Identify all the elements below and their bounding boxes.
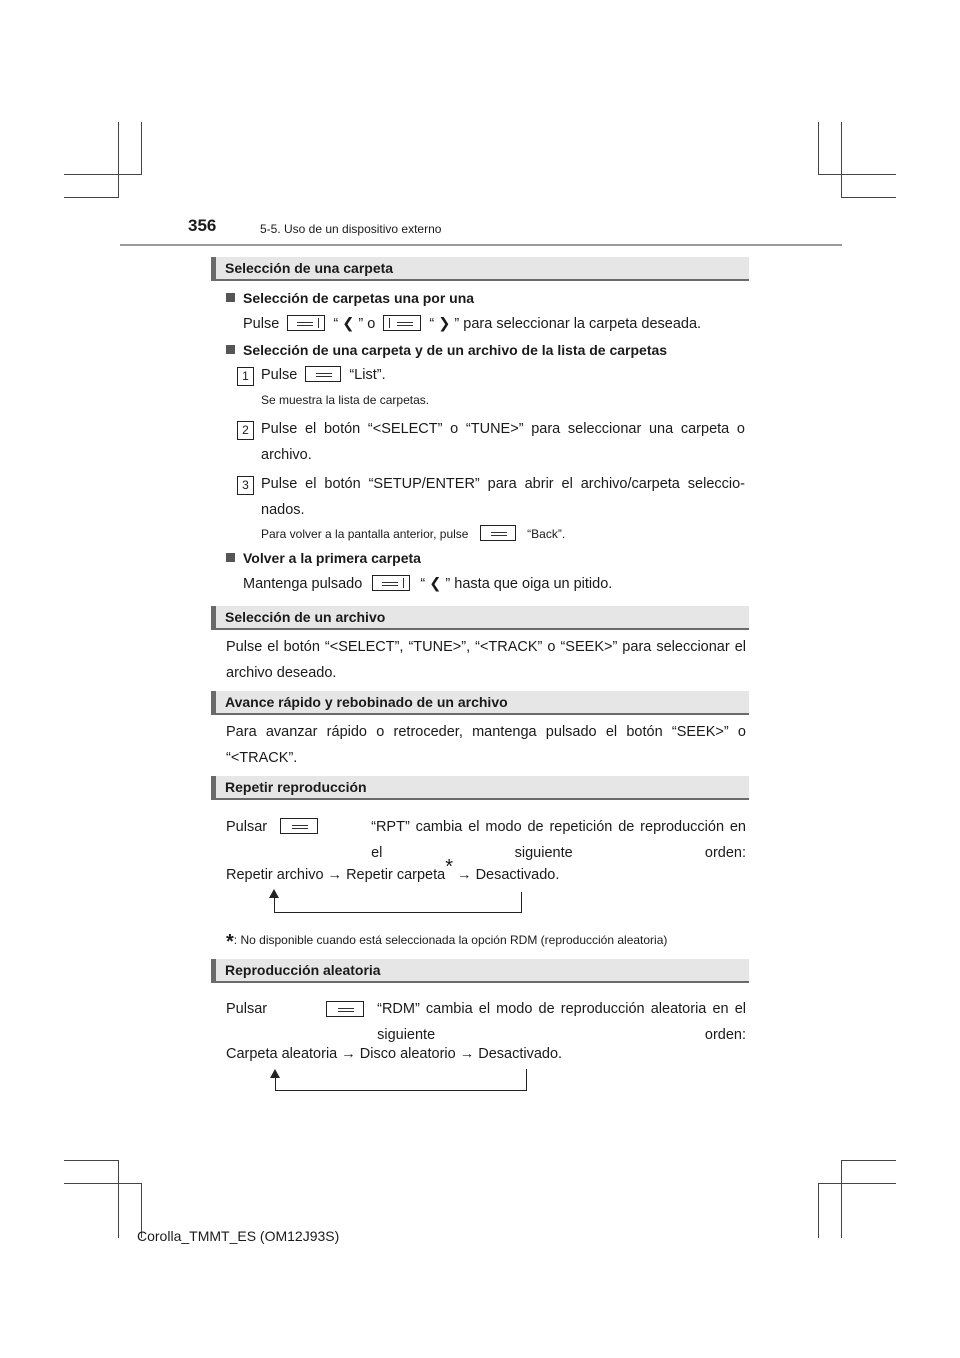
crop-mark — [64, 174, 142, 175]
fast-forward-text: Para avanzar rápido o retroceder, mantenga pulsado el botón “SEEK>” o “<TRACK”. — [226, 724, 746, 766]
list-button-icon — [305, 366, 341, 382]
subheading-folder-list: Selección de una carpeta y de un archivo de la lista de carpetas — [226, 342, 667, 358]
repeat-loop-arrow — [274, 896, 275, 913]
file-text: Pulse el botón “<SELECT”, “TUNE>”, “<TRACK” o “SEEK>” para seleccionar el archivo deseado. — [226, 639, 746, 681]
crop-mark — [141, 122, 142, 175]
crop-mark — [818, 174, 896, 175]
step-number-1: 1 — [237, 367, 254, 386]
repeat-loop-line — [274, 912, 522, 913]
crop-mark — [818, 122, 819, 175]
step-number-3: 3 — [237, 476, 254, 495]
crop-mark — [64, 197, 119, 198]
repeat-loop-line — [521, 892, 522, 913]
seek-right-button-icon — [383, 315, 421, 331]
crop-mark — [841, 1160, 842, 1238]
seek-left-button-icon — [372, 575, 410, 591]
header-rule — [120, 244, 842, 246]
section-heading-folder: Selección de una carpeta — [211, 257, 749, 281]
crop-mark — [841, 122, 842, 198]
section-heading-file: Selección de un archivo — [211, 606, 749, 630]
back-button-icon — [480, 525, 516, 541]
crop-mark — [818, 1183, 819, 1238]
section-heading-repeat: Repetir reproducción — [211, 776, 749, 800]
step-2-text: Pulse el botón “<SELECT” o “TUNE>” para seleccionar una carpeta o archivo. — [261, 421, 745, 463]
crop-mark — [841, 1160, 896, 1161]
first-folder-text: Mantenga pulsado “ ❮ ” hasta que oiga un pitido. — [243, 576, 613, 592]
square-bullet-icon — [226, 293, 235, 302]
square-bullet-icon — [226, 345, 235, 354]
section-heading-random: Reproducción aleatoria — [211, 959, 749, 983]
crop-mark — [818, 1183, 896, 1184]
subheading-folder-one-by-one: Selección de carpetas una por una — [226, 290, 474, 306]
random-sequence: Carpeta aleatoria → Disco aleatorio → Desactivado. — [226, 1046, 563, 1062]
random-loop-line — [275, 1090, 527, 1091]
crop-mark — [64, 1160, 119, 1161]
footer-document-id: Corolla_TMMT_ES (OM12J93S) — [137, 1228, 340, 1244]
back-note: Para volver a la pantalla anterior, pulse “Back”. — [261, 527, 566, 541]
step-1-text: Pulse “List”. — [261, 367, 386, 383]
random-text: Pulsar “RDM” cambia el modo de reproducción aleatoria en el siguiente orden: — [226, 1001, 746, 1043]
crop-mark — [118, 1160, 119, 1238]
step-number-2: 2 — [237, 421, 254, 440]
repeat-text: Pulsar “RPT” cambia el modo de repetición de reproducción en el siguiente orden: — [226, 819, 746, 861]
folder-one-by-one-text: Pulse “ ❮ ” o “ ❯ ” para seleccionar la carpeta deseada. — [243, 316, 702, 332]
section-reference: 5-5. Uso de un dispositivo externo — [260, 222, 442, 236]
crop-mark — [64, 1183, 142, 1184]
arrow-up-icon — [270, 1069, 280, 1078]
crop-mark — [841, 197, 896, 198]
step-3-text: Pulse el botón “SETUP/ENTER” para abrir el archivo/carpeta seleccio-nados. — [261, 476, 745, 518]
arrow-up-icon — [269, 889, 279, 898]
page-number: 356 — [188, 216, 217, 235]
step-1-note: Se muestra la lista de carpetas. — [261, 393, 430, 407]
repeat-sequence: Repetir archivo → Repetir carpeta* → Desactivado. — [226, 856, 560, 883]
square-bullet-icon — [226, 553, 235, 562]
section-heading-fast-forward: Avance rápido y rebobinado de un archivo — [211, 691, 749, 715]
random-loop-arrow — [275, 1076, 276, 1091]
seek-left-button-icon — [287, 315, 325, 331]
random-loop-line — [526, 1069, 527, 1091]
crop-mark — [118, 122, 119, 198]
subheading-first-folder: Volver a la primera carpeta — [226, 550, 421, 566]
repeat-footnote: *: No disponible cuando está seleccionada la opción RDM (reproducción aleatoria) — [226, 931, 668, 953]
